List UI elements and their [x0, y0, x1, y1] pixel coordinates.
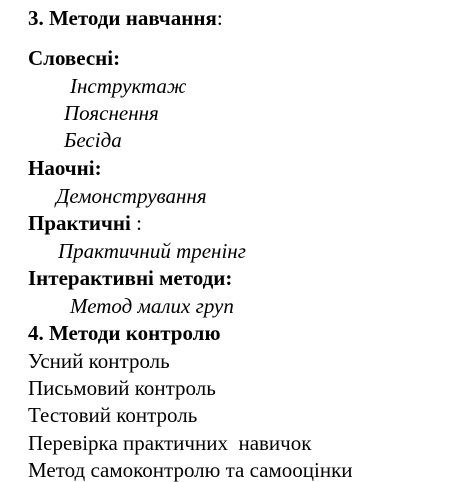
section-3-heading	[28, 8, 223, 29]
method-item: Практичний тренінг	[58, 239, 246, 263]
method-item: Інструктаж	[70, 74, 187, 98]
section-4-heading: 4. Методи контролю	[28, 321, 221, 345]
control-item: Тестовий контроль	[28, 403, 198, 427]
section-3-heading-text: 3. Методи навчання	[28, 6, 217, 30]
control-item: Письмовий контроль	[28, 376, 216, 400]
group-title-practical-line	[28, 213, 142, 234]
group-title-verbal: Словесні:	[28, 46, 121, 70]
control-item: Усний контроль	[28, 349, 170, 373]
group-title-practical-colon: :	[130, 211, 142, 235]
control-item: Перевірка практичних навичок	[28, 431, 312, 455]
group-title-visual: Наочні:	[28, 156, 102, 180]
group-title-interactive: Інтерактивні методи:	[28, 266, 233, 290]
method-item: Пояснення	[64, 101, 159, 125]
method-item: Метод малих груп	[70, 294, 234, 318]
control-item: Метод самоконтролю та самооцінки	[28, 458, 353, 482]
group-title-practical: Практичні	[28, 211, 131, 235]
method-item: Бесіда	[64, 128, 122, 152]
method-item: Демонстрування	[56, 184, 207, 208]
section-3-heading-colon: :	[216, 6, 223, 30]
